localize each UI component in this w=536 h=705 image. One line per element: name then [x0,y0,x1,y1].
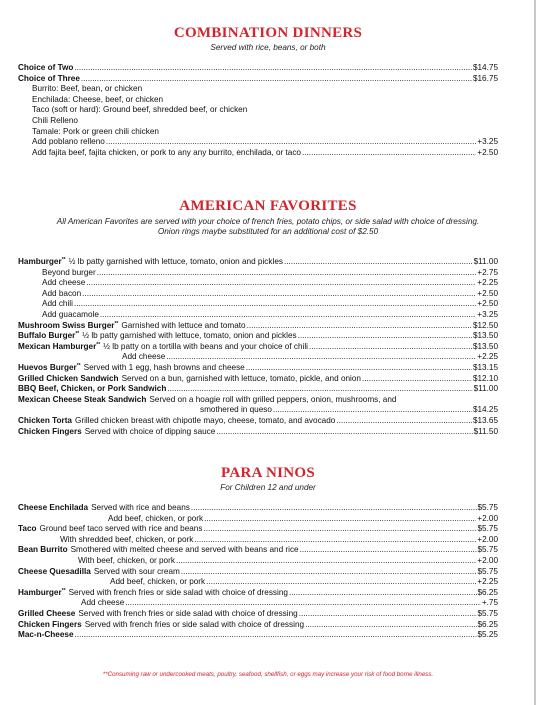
addon-row [42,278,498,289]
dot-leader [305,620,476,631]
item-desc: Grilled chicken breast with chipotle mayo, cheese, tomato, and avocado [75,415,336,425]
item-price: $11.50 [473,426,498,436]
addon-price: +2.75 [477,267,498,277]
menu-item [18,588,498,599]
menu-item [18,257,498,268]
item-desc: Served with rice and beans [91,503,190,512]
item-desc: Served on a bun, garnished with lettuce, tomato, pickle, and onion [121,373,361,383]
addon-row [18,535,498,546]
addon-price: +2.00 [477,513,498,523]
item-price: $13.65 [472,415,498,425]
combination-dinners-section [0,25,536,53]
item-price: $6.25 [477,587,498,597]
item-name: Mac-n-Cheese [18,630,74,640]
menu-item [18,427,498,438]
item-name: Mexican Cheese Steak Sandwich [18,394,147,404]
addon-row [18,352,498,363]
item-name: Bean Burrito [18,545,68,555]
menu-item [18,374,498,385]
dot-leader [204,514,476,525]
dot-leader [309,342,472,353]
menu-item [18,524,498,535]
combination-title: COMBINATION DINNERS [173,25,363,41]
menu-item [18,74,498,85]
item-name: Chicken Torta [18,415,72,425]
addon-row [32,137,498,148]
ninos-subtitle: For Children 12 and under [220,483,316,492]
addon-desc: Add cheese [42,278,86,288]
ninos-title: PARA NINOS [221,465,315,481]
ninos-items [18,503,498,641]
addon-row [18,598,498,609]
addon-desc: Beyond burger [42,267,96,277]
dot-leader [97,268,477,279]
item-price: $12.50 [472,320,498,330]
food-safety-footnote: **Consuming raw or undercooked meats, poultry, seafood, shellfish, or eggs may increase your risk of food borne illness. [102,671,434,678]
addon-desc: Add poblano relleno [32,137,105,147]
menu-item [18,363,498,374]
item-price: $11.00 [473,384,498,394]
addon-price: +2.50 [477,147,498,157]
dot-leader [216,427,472,438]
addon-row [18,556,498,567]
dot-leader [247,321,472,332]
dot-leader [166,352,476,363]
menu-item [18,342,498,353]
item-price: $5.75 [477,545,498,555]
addon-price: +2.25 [477,278,498,288]
hamburger-addons [18,268,498,321]
addon-price: +2.00 [477,555,498,565]
item-name: Grilled Cheese [18,608,76,618]
dot-leader [181,567,477,578]
item-desc: Served with 1 egg, hash browns and cheese [83,362,245,372]
menu-item [18,620,498,631]
option-line: Burrito: Beef, bean, or chicken [32,84,143,94]
dot-leader [191,503,477,514]
item-name: Cheese Quesadilla [18,566,91,576]
item-price: $13.15 [472,362,498,372]
item-name: Huevos Burger** [18,362,81,372]
menu-item [18,321,498,332]
dot-leader [246,363,472,374]
item-desc: ½ lb patty garnished with lettuce, tomato, onion and pickles [68,257,283,266]
item-name: Cheese Enchilada [18,503,89,512]
menu-item [18,416,498,427]
option-line: Enchilada: Cheese, beef, or chicken [32,94,164,104]
item-name: Hamburger** [18,587,66,597]
menu-item [18,384,498,395]
american-items [18,257,498,437]
menu-item [18,63,498,74]
dot-leader [86,278,476,289]
item-name: Grilled Chicken Sandwich [18,373,119,383]
dot-leader [167,384,472,395]
item-name: Chicken Fingers [18,426,82,436]
para-ninos-section [0,465,536,493]
dot-leader [203,524,476,535]
item-price: $5.75 [477,608,498,618]
option-line: Chili Relleno [32,115,78,125]
addon-desc: With shredded beef, chicken, or pork [60,534,194,544]
addon-price: +2.25 [477,352,498,362]
item-desc: Served with choice of dipping sauce [84,426,216,436]
item-price: $14.25 [472,405,498,415]
item-name: Buffalo Burger** [18,331,80,341]
addon-row [42,310,498,321]
item-name: Taco [18,524,37,534]
dot-leader [194,535,476,546]
item-price: $11.00 [473,257,498,266]
american-subtitle-1: All American Favorites are served with your choice of french fries, potato chips, or side salad with choice of dressing. [56,217,480,226]
menu-item [18,503,498,514]
item-price: $16.75 [472,73,498,83]
menu-item [18,567,498,578]
dot-leader [125,598,481,609]
item-name: Chicken Fingers [18,619,82,629]
item-desc: Served with sour cream [93,566,180,576]
dot-leader [75,630,477,641]
addon-price: +.75 [481,598,498,608]
item-desc: Served on a hoagie roll with grilled peppers, onion, mushrooms, and [149,394,397,404]
item-desc: Ground beef taco served with rice and beans [39,524,203,534]
combination-options [18,84,498,158]
addon-desc: Add beef, chicken, or pork [110,577,206,587]
item-desc: Served with french fries or side salad with choice of dressing [84,619,305,629]
menu-item [18,331,498,342]
dot-leader [302,148,476,159]
item-name: Choice of Two [18,63,74,72]
menu-item [18,630,498,641]
item-price: $6.25 [477,619,498,629]
menu-item [18,395,498,406]
addon-row [18,577,498,588]
item-price: $5.75 [477,524,498,534]
american-title: AMERICAN FAVORITES [179,198,357,214]
addon-desc: With beef, chicken, or pork [78,555,175,565]
addon-desc: Add cheese [81,598,125,608]
addon-price: +3.25 [477,309,498,319]
combination-items [18,63,498,158]
item-price: $13.50 [472,331,498,341]
item-name: Mexican Hamburger** [18,341,101,351]
item-price: $5.75 [477,503,498,512]
addon-row [32,148,498,159]
dot-leader [273,405,472,416]
dot-leader [284,257,473,268]
dot-leader [206,577,476,588]
dot-leader [74,299,476,310]
addon-price: +3.25 [477,137,498,147]
menu-item [18,545,498,556]
item-price: $13.50 [472,341,498,351]
addon-row [18,514,498,525]
addon-desc: Add chili [42,299,73,309]
addon-price: +2.00 [477,534,498,544]
item-name: Choice of Three [18,73,80,83]
dot-leader [289,588,477,599]
addon-row [42,268,498,279]
dot-leader [74,63,472,74]
addon-desc: Add cheese [122,352,166,362]
american-subtitle-2: Onion rings maybe substituted for an additional cost of $2.50 [157,227,379,236]
addon-desc: Add fajita beef, fajita chicken, or pork to any any burrito, enchilada, or taco [32,147,301,157]
addon-price: +2.50 [477,288,498,298]
combination-subtitle: Served with rice, beans, or both [210,43,326,52]
option-line: Taco (soft or hard): Ground beef, shredded beef, or chicken [32,105,248,115]
option-line: Tamale: Pork or green chili chicken [32,126,159,136]
item-price: $5.75 [477,566,498,576]
dot-leader [336,416,472,427]
dot-leader [362,374,472,385]
dot-leader [298,331,472,342]
item-desc: Smothered with melted cheese and served with beans and rice [70,545,299,555]
item-desc: ½ lb patty garnished with lettuce, tomato, onion and pickles [82,331,297,341]
dot-leader [299,609,477,620]
addon-price: +2.50 [477,299,498,309]
addon-desc: Add guacamole [42,309,99,319]
dot-leader [176,556,476,567]
addon-desc: Add beef, chicken, or pork [108,513,204,523]
addon-row [42,299,498,310]
item-name: Hamburger** [18,257,66,266]
item-price: $12.10 [472,373,498,383]
item-price: $5.25 [477,630,498,640]
item-desc: ½ lb patty on a tortilla with beans and your choice of chili [103,341,308,351]
american-favorites-section [0,198,536,237]
item-desc: smothered in queso [200,405,272,415]
item-desc: Garnished with lettuce and tomato [121,320,246,330]
item-name: Mushroom Swiss Burger** [18,320,119,330]
menu-item-continuation [18,405,498,416]
addon-price: +2.25 [477,577,498,587]
item-name: BBQ Beef, Chicken, or Pork Sandwich [18,384,167,394]
item-price: $14.75 [472,63,498,72]
item-desc: Served with french fries or side salad with choice of dressing [68,587,288,597]
menu-item [18,609,498,620]
item-desc: Served with french fries or side salad with choice of dressing [78,608,298,618]
addon-desc: Add bacon [42,288,82,298]
addon-row [42,289,498,300]
dot-leader [81,74,472,85]
dot-leader [106,137,476,148]
dot-leader [100,310,476,321]
dot-leader [82,289,476,300]
dot-leader [300,545,477,556]
